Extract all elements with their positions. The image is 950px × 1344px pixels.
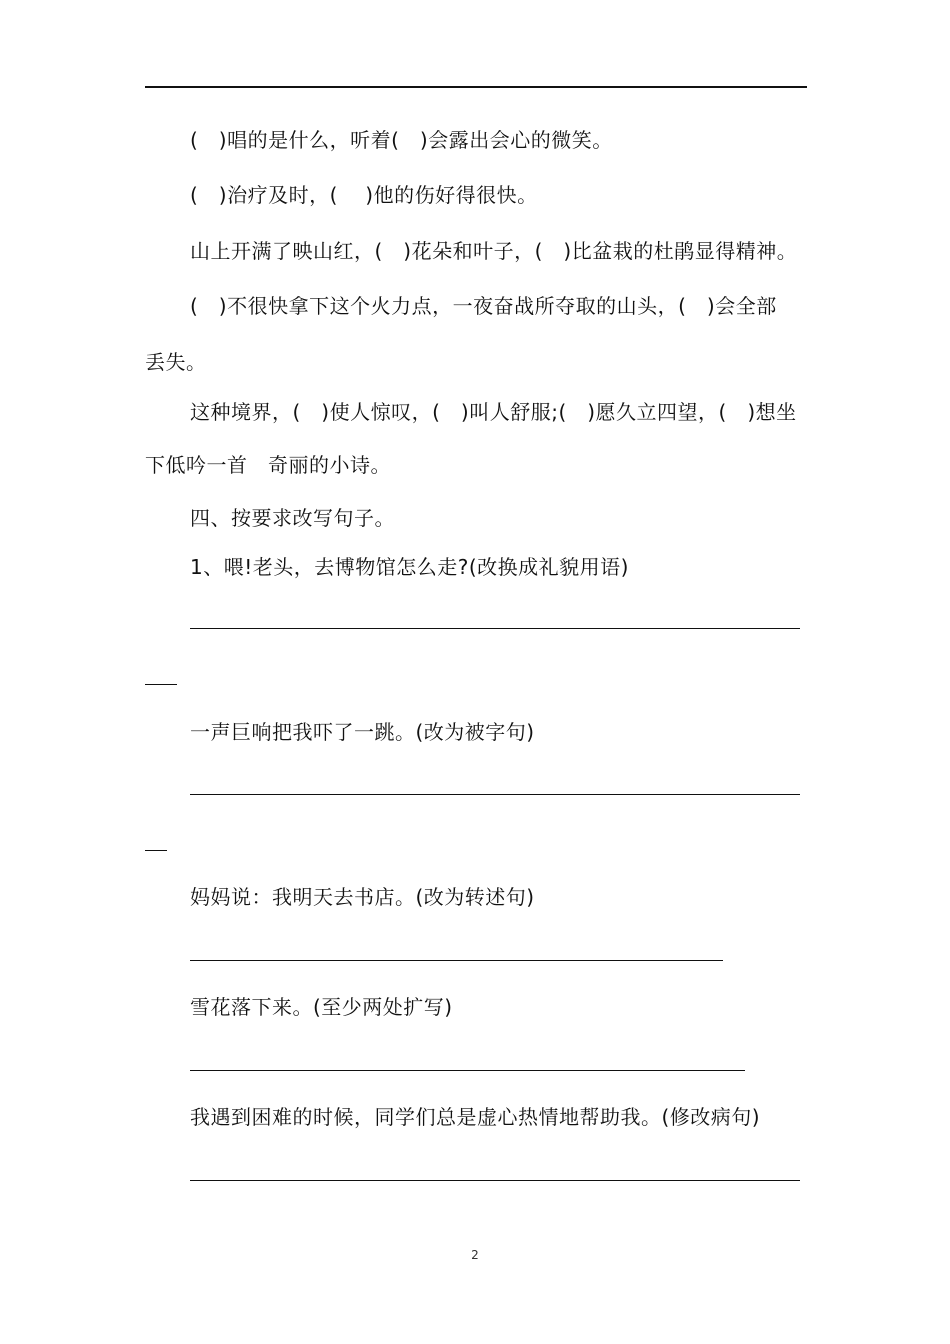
question-3: 妈妈说：我明天去书店。(改为转述句) — [190, 885, 535, 909]
answer-line-cont — [145, 850, 167, 851]
header-rule — [145, 86, 807, 88]
question-2: 一声巨响把我吓了一跳。(改为被字句) — [190, 720, 535, 744]
section-title: 四、按要求改写句子。 — [190, 506, 395, 530]
fill-blank-sentence-5-cont: 下低吟一首 奇丽的小诗。 — [145, 453, 391, 477]
fill-blank-sentence-5: 这种境界，( )使人惊叹，( )叫人舒服;( )愿久立四望，( )想坐 — [190, 400, 797, 424]
question-4: 雪花落下来。(至少两处扩写) — [190, 995, 453, 1019]
question-1: 1、喂!老头，去博物馆怎么走?(改换成礼貌用语) — [190, 555, 629, 579]
fill-blank-sentence-1: ( )唱的是什么，听着( )会露出会心的微笑。 — [190, 128, 613, 152]
page-number: 2 — [471, 1248, 479, 1262]
answer-line — [190, 960, 723, 961]
fill-blank-sentence-2: ( )治疗及时，( )他的伤好得很快。 — [190, 183, 538, 207]
question-5: 我遇到困难的时候，同学们总是虚心热情地帮助我。(修改病句) — [190, 1105, 761, 1129]
fill-blank-sentence-4-cont: 丢失。 — [145, 350, 207, 374]
answer-line — [190, 628, 800, 629]
answer-line — [190, 1070, 745, 1071]
fill-blank-sentence-4: ( )不很快拿下这个火力点，一夜奋战所夺取的山头，( )会全部 — [190, 294, 777, 318]
answer-line-cont — [145, 684, 177, 685]
answer-line — [190, 1180, 800, 1181]
answer-line — [190, 794, 800, 795]
fill-blank-sentence-3: 山上开满了映山红，( )花朵和叶子，( )比盆栽的杜鹃显得精神。 — [190, 239, 798, 263]
